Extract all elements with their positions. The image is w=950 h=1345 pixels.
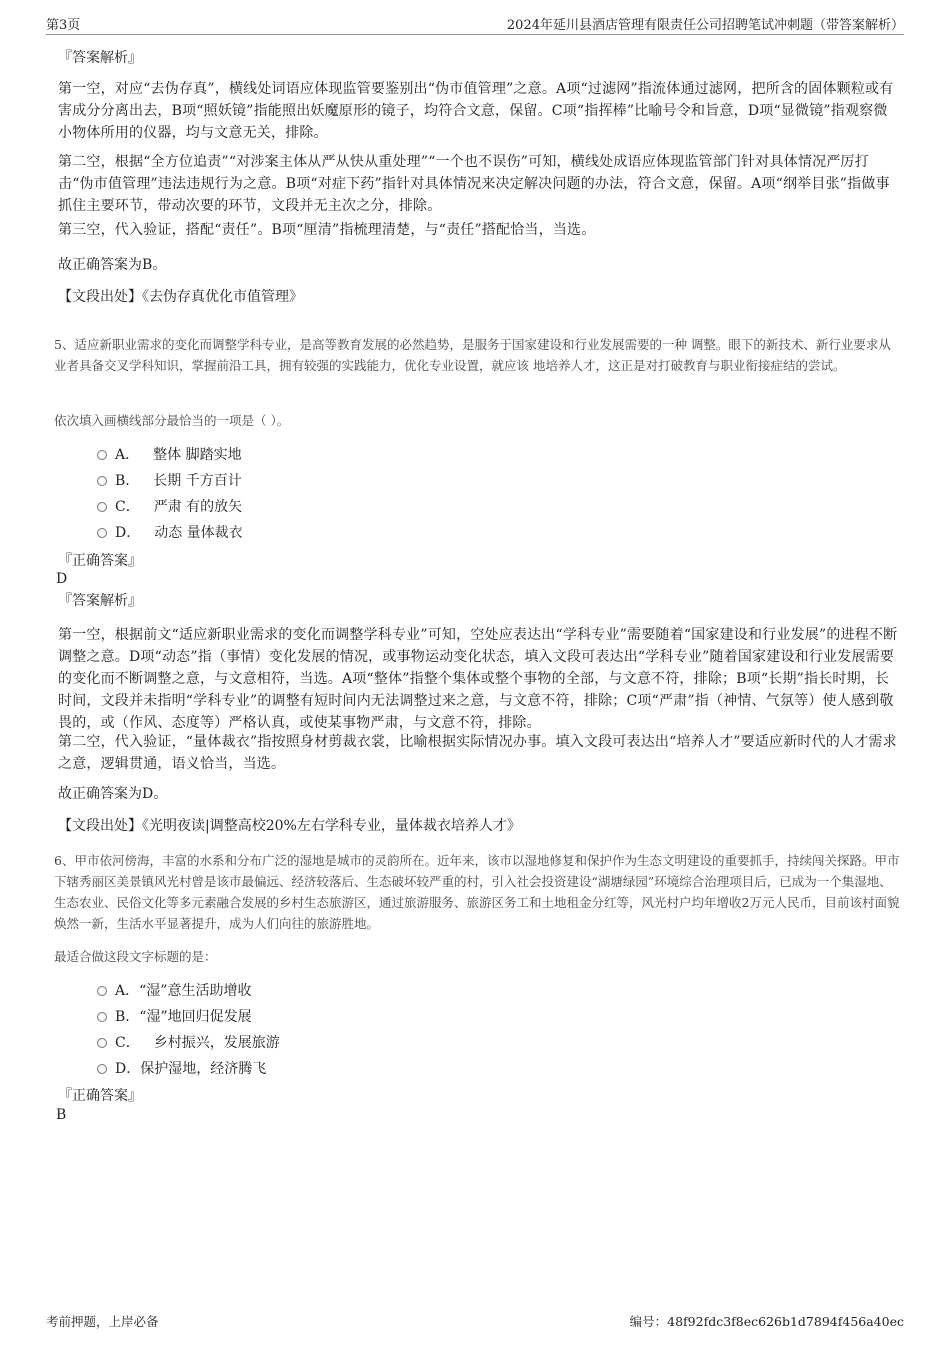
page-number: 第3页 [46,18,81,33]
radio-icon[interactable] [97,528,107,538]
radio-icon[interactable] [97,1038,107,1048]
radio-icon[interactable] [97,450,107,460]
option-letter: C． [115,499,140,515]
source-citation: 【文段出处】《去伪存真优化市值管理》 [58,289,303,305]
option-d[interactable] [97,1059,266,1079]
question-prompt: 依次填入画横线部分最恰当的一项是（ ）。 [54,413,290,428]
document-title: 2024年延川县酒店管理有限责任公司招聘笔试冲刺题（带答案解析） [506,18,904,33]
option-text: “湿”意生活助增收 [139,983,252,999]
option-b[interactable] [97,1007,252,1027]
correct-answer: D [56,571,68,587]
option-text: 整体 脚踏实地 [153,447,242,463]
option-letter: B． [115,473,140,489]
option-text: 保护湿地，经济腾飞 [140,1061,267,1077]
radio-icon[interactable] [97,1064,107,1074]
question-stem: 6、甲市依河傍海，丰富的水系和分布广泛的湿地是城市的灵韵所在。近年来，该市以湿地修复和保护作为生态文明建设的重要抓手，持续闯关探路。甲市下辖秀丽区美景镇风光村曾是该市最偏远、经济较落后、生态破坏较严重的村，引入社会投资建设“湖塘绿园”环境综合治理项目后，已成为一个集湿地、生态农业、民俗文化等多元素融合发展的乡村生态旅游区，通过旅游服务、旅游区务工和土地租金分红等，风光村户均年增收2万元人民币，目前该村面貌焕然一新，生活水平显著提升，成为人们向往的旅游胜地。 [54,853,900,931]
option-letter: B． [115,1009,140,1025]
correct-answer: B [56,1107,67,1123]
option-c[interactable] [97,1033,280,1053]
analysis-paragraph: 第二空，根据“全方位追责”“对涉案主体从严从快从重处理”“一个也不误伤”可知，横线处成语应体现监管部门针对具体情况严厉打击“伪市值管理”违法违规行为之意。B项“对症下药”指针对具体情况来决定解决问题的办法，符合文意，保留。A项“纲举目张”指做事抓住主要环节，带动次要的环节，文段并无主次之分，排除。 [58,154,890,214]
analysis-paragraph: 第一空，根据前文“适应新职业需求的变化而调整学科专业”可知，空处应表达出“学科专业”需要随着“国家建设和行业发展”的进程不断调整之意。D项“动态”指（事情）变化发展的情况，或事物运动变化状态，填入文段可表达出“学科专业”随着国家建设和行业发展需要的变化而不断调整之意，与文意相符，当选。A项“整体”指整个集体或整个事物的全部，与文意不符，排除；B项“长期”指长时期，长时间，文段并未指明“学科专业”的调整有短时间内无法调整过来之意，与文意不符，排除；C项“严肃”指（神情、气氛等）使人感到敬畏的，或（作风、态度等）严格认真，或使某事物严肃，与文意不符，排除。 [58,627,898,731]
question-prompt: 最适合做这段文字标题的是： [54,949,217,964]
option-text: 长期 千方百计 [153,473,242,489]
page-header [46,14,904,35]
option-letter: C． [115,1035,140,1051]
footer-slogan: 考前押题，上岸必备 [46,1314,159,1329]
radio-icon[interactable] [97,986,107,996]
source-citation: 【文段出处】《光明夜读|调整高校20%左右学科专业，量体裁衣培养人才》 [58,818,521,834]
option-text: 严肃 有的放矢 [153,499,243,515]
option-c[interactable] [97,497,242,517]
document-id: 编号：48f92fdc3f8ec626b1d7894f456a40ec [629,1314,904,1329]
radio-icon[interactable] [97,476,107,486]
analysis-paragraph: 第三空，代入验证，搭配“责任”。B项“厘清”指梳理清楚，与“责任”搭配恰当，当选。 [58,222,596,238]
radio-icon[interactable] [97,1012,107,1022]
answer-conclusion: 故正确答案为B。 [58,257,167,273]
correct-answer-label: 『正确答案』 [58,553,142,569]
option-a[interactable] [97,981,251,1001]
analysis-paragraph: 第一空，对应“去伪存真”，横线处词语应体现监管要鉴别出“伪市值管理”之意。A项“过滤网”指流体通过滤网，把所含的固体颗粒或有害成分分离出去，B项“照妖镜”指能照出妖魔原形的镜子，均符合文意，保留。C项“指挥棒”比喻号令和旨意，D项“显微镜”指观察微小物体所用的仪器，均与文意无关，排除。 [58,81,894,141]
analysis-paragraph: 第二空，代入验证，“量体裁衣”指按照身材剪裁衣裳，比喻根据实际情况办事。填入文段可表达出“培养人才”要适应新时代的人才需求之意，逻辑贯通，语义恰当，当选。 [58,734,897,772]
question-stem: 5、适应新职业需求的变化而调整学科专业，是高等教育发展的必然趋势，是服务于国家建设和行业发展需要的一种 调整。眼下的新技术、新行业要求从业者具备交叉学科知识，掌握前沿工具，拥有较强的实践能力，优化专业设置，就应该 地培养人才，这正是对打破教育与职业衔接症结的尝试。 [54,337,891,373]
option-text: “湿”地回归促发展 [139,1009,252,1025]
option-a[interactable] [97,445,242,465]
option-text: 动态 量体裁衣 [154,525,243,541]
correct-answer-label: 『正确答案』 [58,1088,142,1104]
answer-conclusion: 故正确答案为D。 [58,786,168,802]
option-d[interactable] [97,523,243,543]
option-letter: A． [115,447,140,463]
option-letter: A． [115,983,140,999]
radio-icon[interactable] [97,502,107,512]
analysis-label: 『答案解析』 [58,593,142,609]
option-b[interactable] [97,471,242,491]
option-letter: D． [115,1061,141,1077]
analysis-label: 『答案解析』 [58,50,142,66]
option-letter: D． [115,525,141,541]
option-text: 乡村振兴，发展旅游 [153,1035,280,1051]
